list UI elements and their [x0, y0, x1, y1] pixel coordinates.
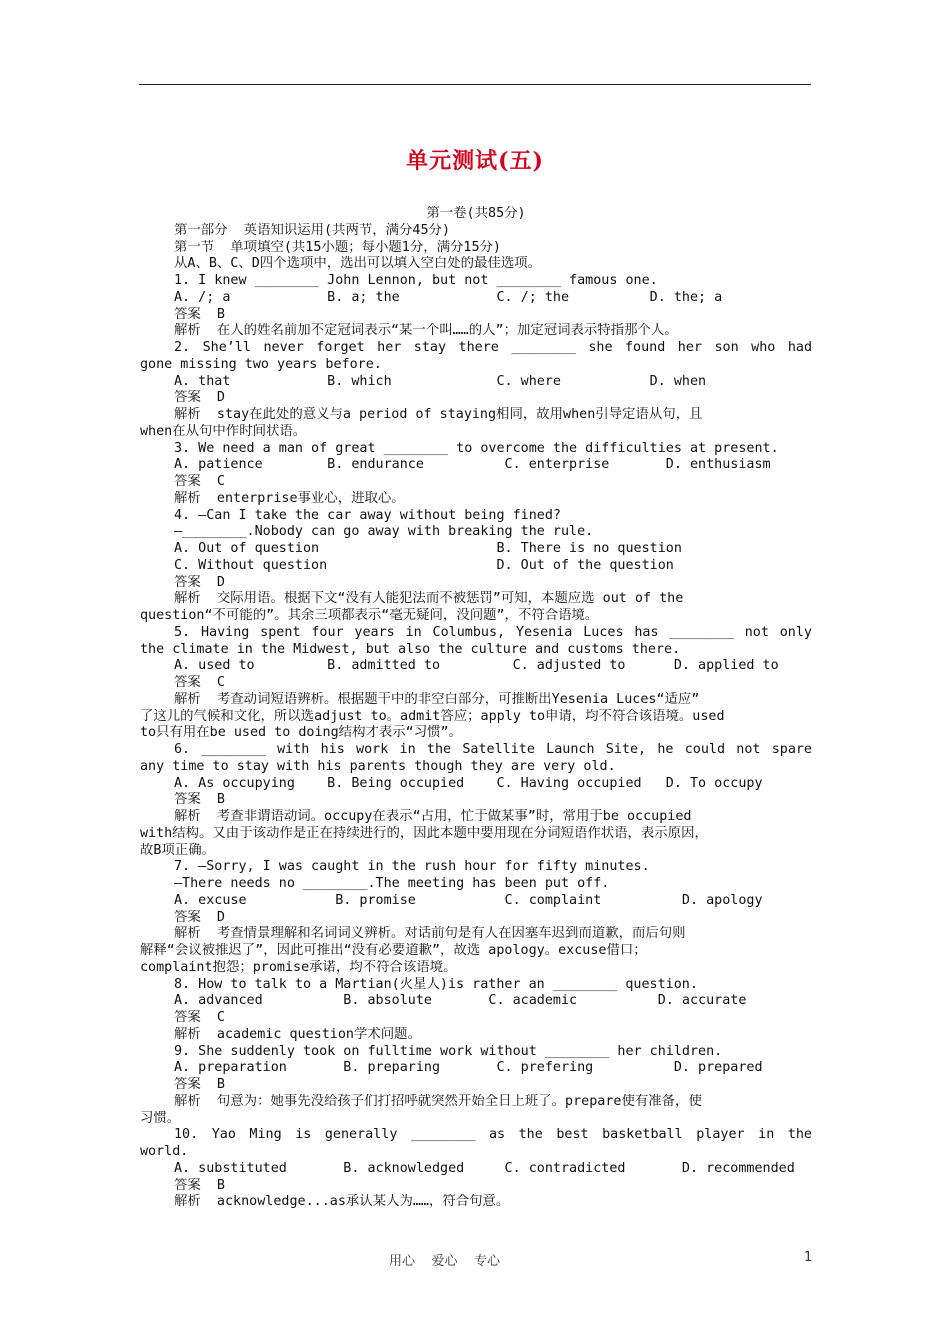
text-line: A. As occupying B. Being occupied C. Having occupied D. To occupy: [174, 775, 763, 791]
text-line: A. patience B. endurance C. enterprise D. enthusiasm: [174, 457, 771, 473]
page-title: 单元测试(五): [406, 148, 544, 174]
text-line: 解析 句意为：她事先没给孩子们打招呼就突然开始全日上班了。prepare使有准备，使: [174, 1093, 702, 1109]
text-line: 解析 考查动词短语辨析。根据题干中的非空白部分，可推断出Yesenia Luces“适应”: [174, 691, 700, 707]
page-number: 1: [804, 1250, 813, 1265]
text-line: 10. Yao Ming is generally ________ as the best basketball player in the: [174, 1127, 812, 1143]
text-line: —________.Nobody can go away with breaking the rule.: [174, 524, 594, 540]
text-line: 答案 C: [174, 1010, 225, 1025]
text-line: world.: [140, 1144, 189, 1159]
text-line: 解析 考查非谓语动词。occupy在表示“占用，忙于做某事”时，常用于be occupied: [174, 809, 692, 824]
text-line: 答案 B: [174, 1177, 225, 1193]
text-line: 解析 在人的姓名前加不定冠词表示“某一个叫……的人”；加定冠词表示特指那个人。: [174, 323, 678, 339]
text-line: 2. She’ll never forget her stay there ________ she found her son who had: [174, 340, 812, 355]
text-line: A. Out of question B. There is no question: [174, 541, 682, 556]
text-line: 4. —Can I take the car away without being fined?: [174, 507, 561, 523]
text-line: 答案 B: [174, 306, 225, 322]
text-line: 故B项正确。: [140, 842, 216, 858]
text-line: 习惯。: [140, 1110, 181, 1126]
text-line: 1. I knew ________ John Lennon, but not ________ famous one.: [174, 273, 658, 288]
text-line: to只有用在be used to doing结构才表示“习惯”。: [140, 725, 462, 741]
text-line: 第一卷(共85分): [426, 206, 526, 221]
text-line: 答案 B: [174, 792, 225, 808]
text-line: —There needs no ________.The meeting has been put off.: [174, 876, 610, 891]
text-line: any time to stay with his parents though they are very old.: [140, 758, 616, 774]
header-rule: [139, 84, 811, 85]
text-line: A. that B. which C. where D. when: [174, 373, 707, 389]
text-line: with结构。又由于该动作是正在持续进行的，因此本题中要用现在分词短语作状语，表示原因，: [140, 825, 708, 841]
footer-motto: 用心 爱心 专心: [389, 1254, 501, 1269]
text-line: complaint抱怨；promise承诺，均不符合该语境。: [140, 959, 457, 975]
text-line: A. /; a B. a; the C. /; the D. the; a: [174, 289, 723, 305]
text-line: 从A、B、C、D四个选项中，选出可以填入空白处的最佳选项。: [174, 256, 542, 272]
text-line: 第一部分 英语知识运用(共两节，满分45分): [174, 222, 451, 238]
text-line: 7. —Sorry, I was caught in the rush hour for fifty minutes.: [174, 859, 650, 875]
text-line: 5. Having spent four years in Columbus, Yesenia Luces has ________ not only: [174, 624, 812, 640]
text-line: 3. We need a man of great ________ to overcome the difficulties at present.: [174, 440, 779, 456]
text-line: 了这儿的气候和文化，所以选adjust to。admit答应；apply to申请，均不符合该语境。used: [140, 708, 725, 724]
text-line: 6. ________ with his work in the Satellite Launch Site, he could not spare: [174, 742, 812, 757]
text-line: 解析 acknowledge...as承认某人为……，符合句意。: [174, 1194, 510, 1210]
text-line: 解析 交际用语。根据下文“没有人能犯法而不被惩罚”可知，本题应选 out of the: [174, 591, 684, 607]
text-line: 8. How to talk to a Martian(火星人)is rather an ________ question.: [174, 976, 698, 992]
text-line: A. advanced B. absolute C. academic D. accurate: [174, 993, 747, 1009]
document-body: [140, 206, 812, 1211]
text-line: when在从句中作时间状语。: [140, 423, 307, 439]
text-line: A. excuse B. promise C. complaint D. apology: [174, 892, 763, 908]
text-line: question“不可能的”。其余三项都表示“毫无疑问，没问题”，不符合语境。: [140, 608, 599, 623]
text-line: 答案 D: [174, 909, 225, 925]
text-line: 第一节 单项填空(共15小题；每小题1分，满分15分): [174, 239, 501, 255]
text-line: 答案 D: [174, 390, 225, 406]
text-line: 解析 考查情景理解和名词词义辨析。对话前句是有人在因塞车迟到而道歉，而后句则: [174, 926, 686, 942]
text-line: 解析 stay在此处的意义与a period of staying相同，故用when引导定语从句，且: [174, 407, 703, 422]
text-line: 答案 C: [174, 474, 225, 489]
text-line: 解析 enterprise事业心，进取心。: [174, 490, 405, 506]
text-line: A. substituted B. acknowledged C. contradicted D. recommended: [174, 1160, 795, 1176]
text-line: gone missing two years before.: [140, 356, 382, 372]
text-line: 9. She suddenly took on fulltime work without ________ her children.: [174, 1043, 723, 1059]
text-line: 答案 B: [174, 1077, 225, 1092]
text-line: 解析 academic question学术问题。: [174, 1026, 421, 1042]
text-line: A. preparation B. preparing C. prefering D. prepared: [174, 1060, 763, 1076]
text-line: A. used to B. admitted to C. adjusted to D. applied to: [174, 658, 779, 674]
text-line: 答案 D: [174, 574, 225, 590]
text-line: 答案 C: [174, 675, 225, 690]
text-line: 解释“会议被推迟了”，因此可推出“没有必要道歉”，故选 apology。excuse借口；: [140, 943, 647, 958]
text-line: C. Without question D. Out of the question: [174, 557, 674, 573]
text-line: the climate in the Midwest, but also the culture and customs there.: [140, 641, 681, 657]
page-footer: [0, 1250, 950, 1270]
